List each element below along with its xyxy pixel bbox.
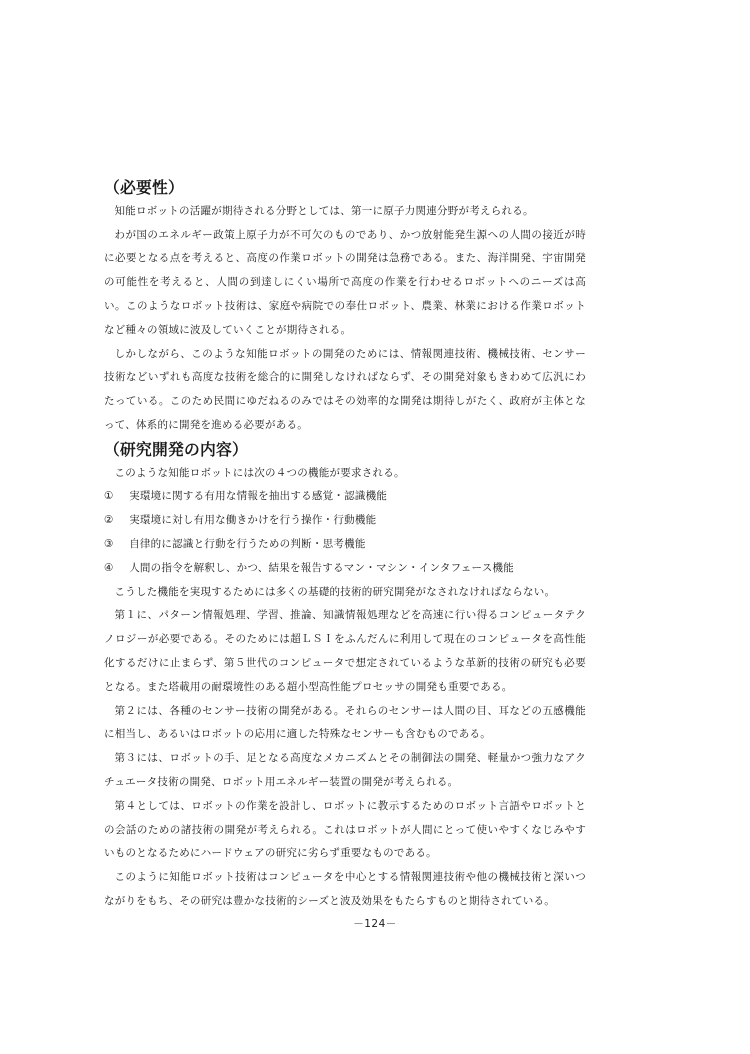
- list-item: [104, 509, 586, 533]
- page-body: [104, 176, 586, 914]
- list-text: 人間の指令を解釈し、かつ、結果を報告するマン・マシン・インタフェース機能: [129, 561, 515, 574]
- list-item: [104, 557, 586, 581]
- list-item: [104, 533, 586, 557]
- section-heading-necessity: （必要性）: [104, 178, 184, 197]
- paragraph: わが国のエネルギー政策上原子力が不可欠のものであり、かつ放射能発生源への人間の接近が時に必要となる点を考えると、高度の作業ロボットの開発は急務である。また、海洋開発、宇宙開発の可能性を考えると、人間の到達しにくい場所で高度の作業を行わせるロボットへのニーズは高い。このようなロボット技術は、家庭や病院での奉仕ロボット、農業、林業における作業ロボットなど種々の領域に波及していくことが期待される。: [104, 228, 586, 336]
- function-list: [104, 485, 586, 580]
- paragraph: 知能ロボットの活躍が期待される分野としては、第一に原子力関連分野が考えられる。: [114, 204, 534, 217]
- page-number: －124－: [353, 918, 397, 930]
- list-number: ③: [104, 537, 114, 550]
- paragraph: しかしながら、このような知能ロボットの開発のためには、情報関連技術、機械技術、センサー技術などいずれも高度な技術を総合的に開発しなければならず、その開発対象もきわめて広汎にわたっている。このため民間にゆだねるのみではその効率的な開発は期待しがたく、政府が主体となって、体系的に開発を進める必要がある。: [104, 347, 586, 431]
- list-text: 自律的に認識と行動を行うための判断・思考機能: [129, 537, 366, 550]
- list-text: 実環境に関する有用な情報を抽出する感覚・認識機能: [129, 490, 388, 503]
- list-number: ①: [104, 490, 114, 503]
- paragraph: こうした機能を実現するためには多くの基礎的技術的研究開発がなされなければならない。: [114, 585, 556, 598]
- paragraph: 第２には、各種のセンサー技術の開発がある。それらのセンサーは人間の目、耳などの五感機能に相当し、あるいはロボットの応用に適した特殊なセンサーも含むものである。: [104, 704, 586, 741]
- list-text: 実環境に対し有用な働きかけを行う操作・行動機能: [129, 514, 377, 527]
- paragraph: このような知能ロボットには次の４つの機能が要求される。: [114, 466, 405, 479]
- list-number: ②: [104, 514, 114, 527]
- paragraph: このように知能ロボット技術はコンピュータを中心とする情報関連技術や他の機械技術と深いつながりをもち、その研究は豊かな技術的シーズと波及効果をもたらすものと期待されている。: [104, 871, 586, 907]
- paragraph: 第１に、パターン情報処理、学習、推論、知識情報処理などを高速に行い得るコンピュータテクノロジーが必要である。そのためには超ＬＳＩをふんだんに利用して現在のコンピュータを高性能化するだけに止まらず、第５世代のコンピュータで想定されているような革新的技術の研究も必要となる。また塔載用の耐環境性のある超小型高性能プロセッサの開発も重要である。: [104, 609, 586, 693]
- paragraph: 第３には、ロボットの手、足となる高度なメカニズムとその制御法の開発、軽量かつ強力なアクチュエータ技術の開発、ロボット用エネルギー装置の開発が考えられる。: [104, 752, 586, 788]
- paragraph: 第４としては、ロボットの作業を設計し、ロボットに教示するためのロボット言語やロボットとの会話のための諸技術の開発が考えられる。これはロボットが人間にとって使いやすくなじみやすいものとなるためにハードウェアの研究に劣らず重要なものである。: [104, 799, 586, 860]
- list-item: [104, 485, 586, 509]
- section-heading-content: （研究開発の内容）: [104, 439, 248, 459]
- list-number: ④: [104, 561, 114, 574]
